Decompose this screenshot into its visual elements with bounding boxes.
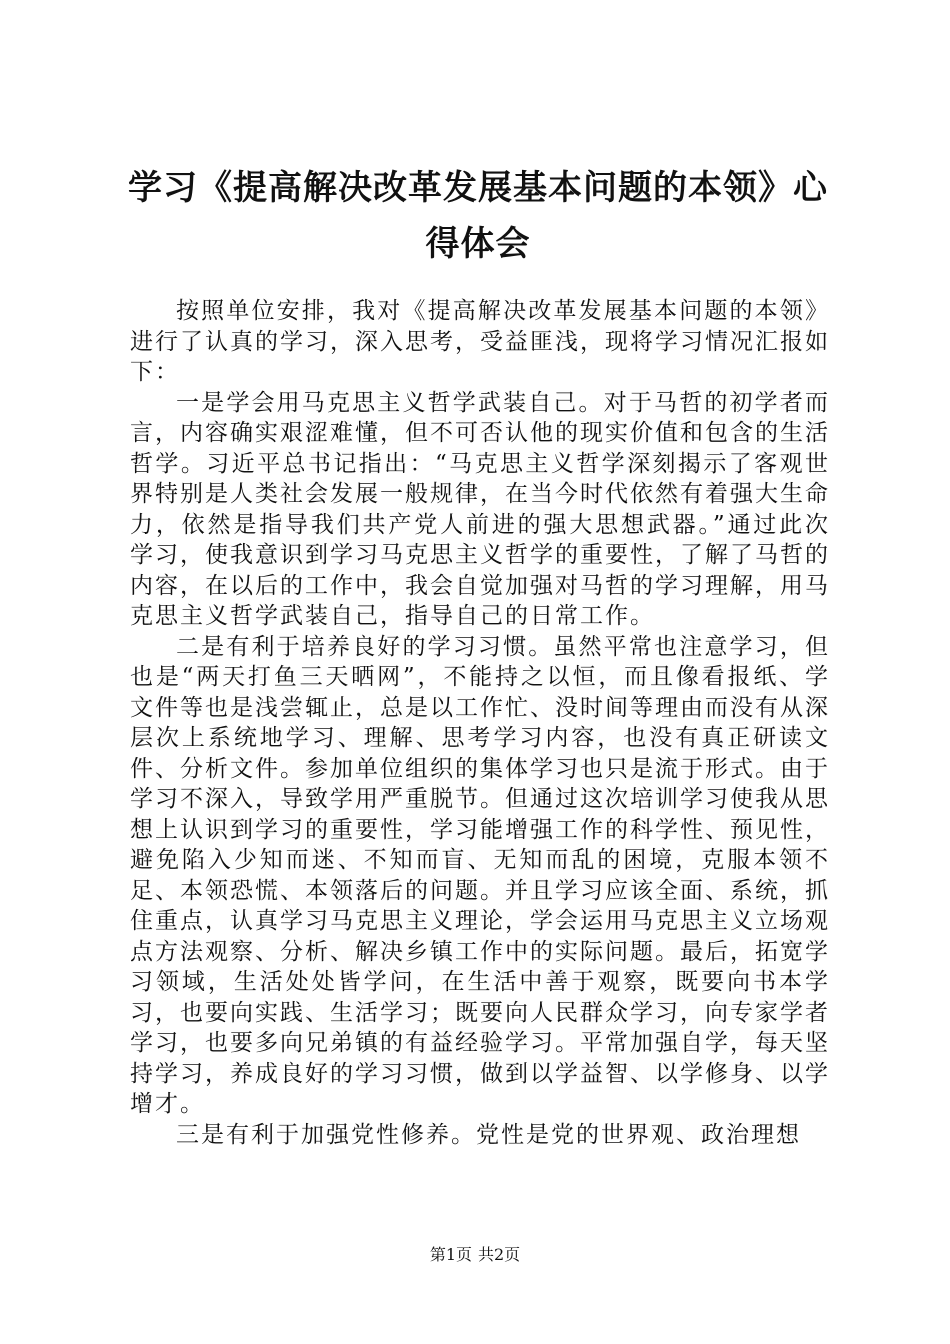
paragraph-point-one: 一是学会用马克思主义哲学武装自己。对于马哲的初学者而言，内容确实艰涩难懂，但不可否认他的现实价值和包含的生活哲学。习近平总书记指出：“马克思主义哲学深刻揭示了客观世界特别是人类社会发展一般规律，在当今时代依然有着强大生命力，依然是指导我们共产党人前进的强大思想武器。”通过此次学习，使我意识到学习马克思主义哲学的重要性，了解了马哲的内容，在以后的工作中，我会自觉加强对马哲的学习理解，用马克思主义哲学武装自己，指导自己的日常工作。 — [130, 389, 830, 629]
page-footer — [0, 1245, 950, 1265]
paragraph-point-three: 三是有利于加强党性修养。党性是党的世界观、政治理想 — [176, 1121, 801, 1148]
document-title: 学习《提高解决改革发展基本问题的本领》心得体会 — [128, 168, 828, 264]
document-body — [130, 296, 830, 1150]
page-number-current: 第1页 — [429, 1245, 472, 1264]
paragraph-point-two: 二是有利于培养良好的学习习惯。虽然平常也注意学习，但也是“两天打鱼三天晒网”，不能持之以恒，而且像看报纸、学文件等也是浅尝辄止，总是以工作忙、没时间等理由而没有从深层次上系统地学习、理解、思考学习内容，也没有真正研读文件、分析文件。参加单位组织的集体学习也只是流于形式。由于学习不深入，导致学用严重脱节。但通过这次培训学习使我从思想上认识到学习的重要性，学习能增强工作的科学性、预见性，避免陷入少知而迷、不知而盲、无知而乱的困境，克服本领不足、本领恐慌、本领落后的问题。并且学习应该全面、系统，抓住重点，认真学习马克思主义理论，学会运用马克思主义立场观点方法观察、分析、解决乡镇工作中的实际问题。最后，拓宽学习领域，生活处处皆学问，在生活中善于观察，既要向书本学习，也要向实践、生活学习；既要向人民群众学习，向专家学者学习，也要多向兄弟镇的有益经验学习。平常加强自学，每天坚持学习，养成良好的学习习惯，做到以学益智、以学修身、以学增才。 — [130, 633, 830, 1117]
page-number-total: 共2页 — [478, 1245, 521, 1264]
paragraph-intro: 按照单位安排，我对《提高解决改革发展基本问题的本领》进行了认真的学习，深入思考，受益匪浅，现将学习情况汇报如下： — [130, 298, 830, 385]
